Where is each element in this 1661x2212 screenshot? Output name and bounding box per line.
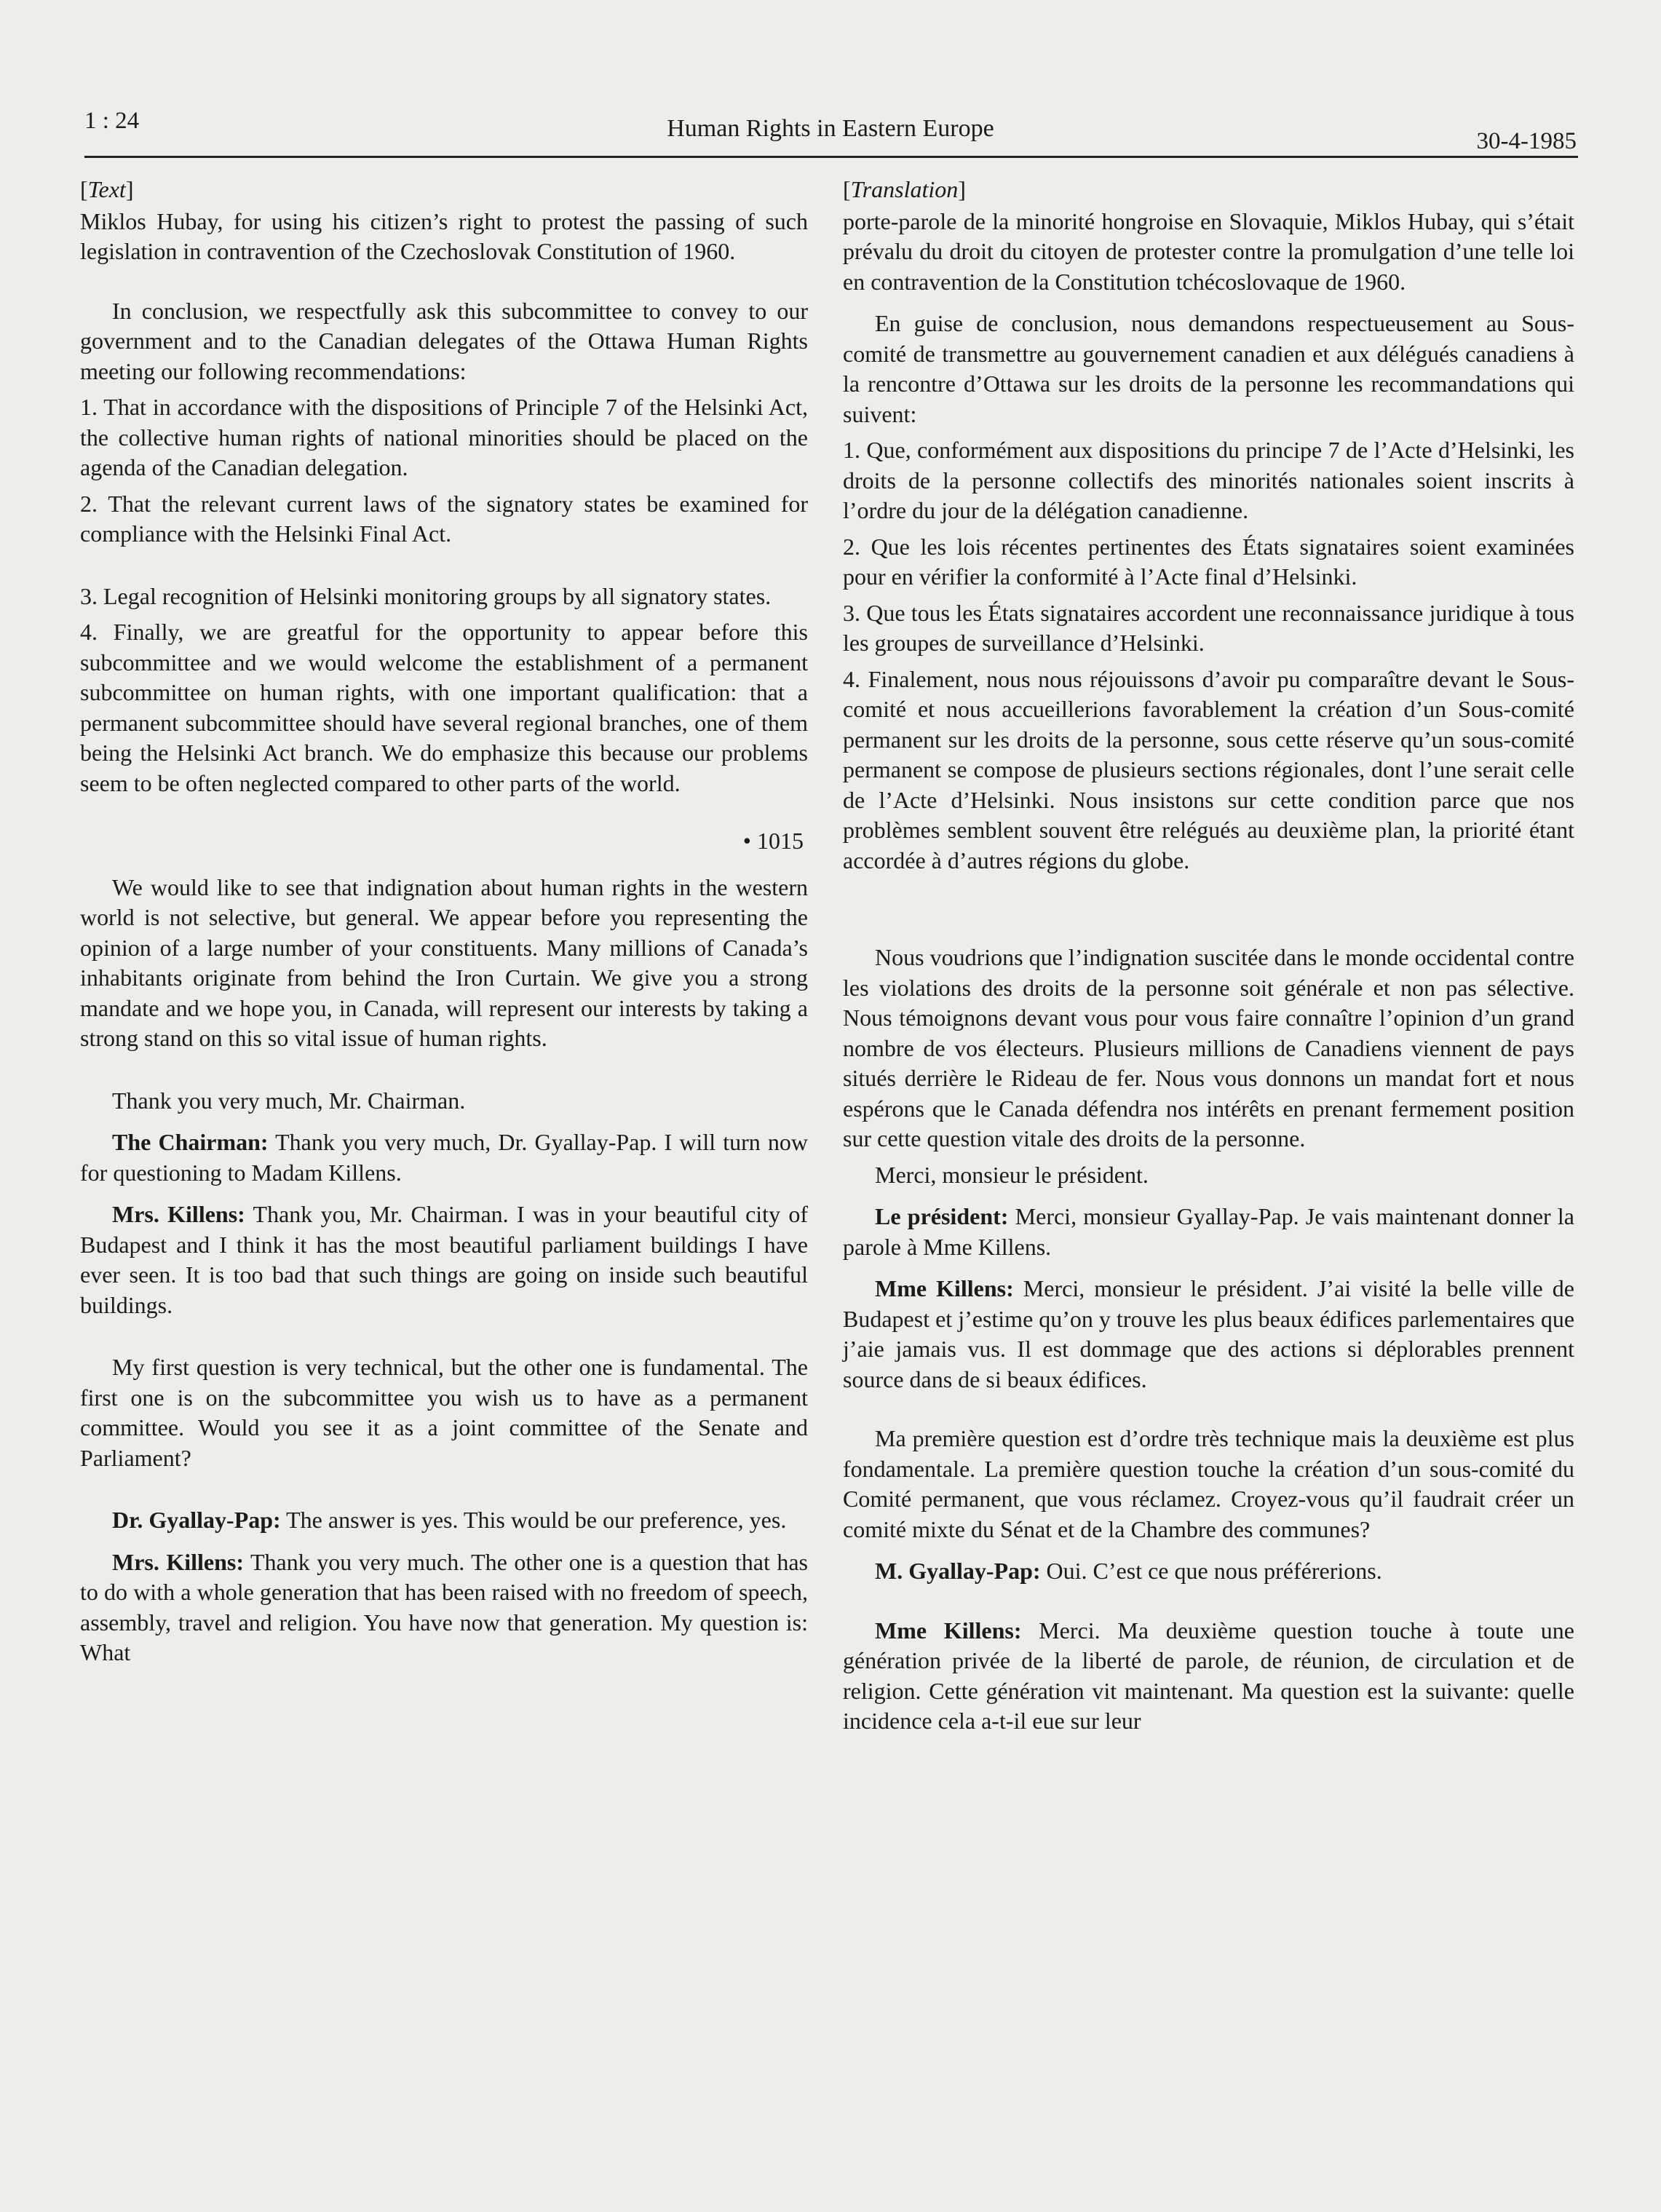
- recommendation-item: 1. That in accordance with the dispositions of Principle 7 of the Helsinki Act, the collective human rights of national minorities should be placed on the agenda of the Canadian delegation.: [80, 394, 808, 480]
- recommendation-item: 2. That the relevant current laws of the signatory states be examined for compliance with the Helsinki Final Act.: [80, 490, 808, 547]
- speaker-paragraph: The Chairman: Thank you very much, Dr. Gyallay-Pap. I will turn now for questioning to Madam Killens.: [80, 1129, 808, 1186]
- paragraph: We would like to see that indignation about human rights in the western world is not selective, but general. We appear before you representing the opinion of a large number of your constituents. Many millions of Canada’s inhabitants originate from behind the Iron Curtain. We give you a strong mandate and we hope you, in Canada, will represent our interests by taking a strong stand on this so vital issue of human rights.: [80, 873, 808, 1051]
- issue-date: 30-4-1985: [1476, 128, 1577, 154]
- speaker-paragraph: Dr. Gyallay-Pap: The answer is yes. This would be our preference, yes.: [112, 1507, 787, 1533]
- recommendation-item: 4. Finally, we are greatful for the opportunity to appear before this subcommittee and we would welcome the establishment of a permanent subcommittee on human rights, with one important qualification: that a permanent subcommittee should have several regional branches, one of them being the Helsinki Act branch. We do emphasize this because our problems seem to be often neglected compared to other parts of the world.: [80, 619, 808, 796]
- header-rule: [84, 156, 1578, 158]
- paragraph: Merci, monsieur le président.: [875, 1161, 1149, 1188]
- recommendation-item: 3. Legal recognition of Helsinki monitoring groups by all signatory states.: [80, 582, 772, 609]
- speaker-paragraph: M. Gyallay-Pap: Oui. C’est ce que nous préférerions.: [875, 1558, 1382, 1584]
- english-column: [80, 175, 808, 1668]
- speaker-paragraph: Mme Killens: Merci, monsieur le président. J’ai visité la belle ville de Budapest et j’estime qu’on y trouve les plus beaux édifices parlementaires que j’aie jamais vus. Il est dommage que des actions si déplorables prennent source dans de si beaux édifices.: [843, 1275, 1575, 1392]
- time-marker: • 1015: [742, 828, 804, 854]
- speaker-paragraph: Le président: Merci, monsieur Gyallay-Pap. Je vais maintenant donner la parole à Mme Killens.: [843, 1203, 1575, 1260]
- paragraph: Thank you very much, Mr. Chairman.: [112, 1087, 466, 1114]
- speaker-name: M. Gyallay-Pap:: [875, 1558, 1041, 1584]
- journal-title: Human Rights in Eastern Europe: [667, 115, 994, 142]
- paragraph: My first question is very technical, but the other one is fundamental. The first one is on the subcommittee you wish us to have as a permanent committee. Would you see it as a joint committee of the Senate and Parliament?: [80, 1354, 808, 1471]
- paragraph: Nous voudrions que l’indignation suscitée dans le monde occidental contre les violations des droits de la personne soit générale et non pas sélective. Nous témoignons devant vous pour vous faire connaître l’opinion d’un grand nombre de vos électeurs. Plusieurs millions de Canadiens viennent de pays situés derrière le Rideau de fer. Nous vous donnons un mandat fort et nous espérons que le Canada défendra nos intérêts en prenant fermement position sur cette question vitale des droits de la personne.: [843, 944, 1574, 1151]
- paragraph: In conclusion, we respectfully ask this subcommittee to convey to our government and to the Canadian delegates of the Ottawa Human Rights meeting our following recommendations:: [80, 297, 808, 384]
- speaker-name: Mme Killens:: [875, 1617, 1022, 1644]
- paragraph: porte-parole de la minorité hongroise en Slovaquie, Miklos Hubay, qui s’était prévalu du droit du citoyen de protester contre la promulgation d’une telle loi en contravention de la Constitution tchécoslovaque de 1960.: [843, 207, 1574, 295]
- column-label: [Translation]: [843, 176, 966, 202]
- page-number: 1 : 24: [84, 108, 140, 134]
- recommendation-item: 2. Que les lois récentes pertinentes des États signataires soient examinées pour en vérifier la conformité à l’Acte final d’Helsinki.: [843, 533, 1574, 590]
- recommendation-item: 1. Que, conformément aux dispositions du principe 7 de l’Acte d’Helsinki, les droits de la personne collectifs des minorités nationales soient inscrits à l’ordre du jour de la délégation canadienne.: [843, 437, 1574, 523]
- french-column: [843, 175, 1574, 1737]
- paragraph: Miklos Hubay, for using his citizen’s right to protest the passing of such legislation in contravention of the Czechoslovak Constitution of 1960.: [80, 207, 808, 264]
- column-label: [Text]: [80, 176, 134, 202]
- speaker-paragraph: Mrs. Killens: Thank you, Mr. Chairman. I was in your beautiful city of Budapest and I think it has the most beautiful parliament buildings I have ever seen. It is too bad that such things are going on inside such beautiful buildings.: [80, 1201, 809, 1318]
- recommendation-item: 3. Que tous les États signataires accordent une reconnaissance juridique à tous les groupes de surveillance d’Helsinki.: [843, 599, 1574, 656]
- speaker-name: The Chairman:: [112, 1129, 269, 1155]
- page-header: [84, 108, 1577, 159]
- speaker-name: Dr. Gyallay-Pap:: [112, 1507, 281, 1533]
- paragraph: Ma première question est d’ordre très technique mais la deuxième est plus fondamentale. La première question touche la création d’un sous-comité du Comité permanent, que vous réclamez. Croyez-vous qu’il faudrait créer un comité mixte du Sénat et de la Chambre des communes?: [843, 1425, 1574, 1542]
- speaker-name: Mme Killens:: [875, 1275, 1014, 1301]
- speaker-name: Mrs. Killens:: [112, 1548, 245, 1575]
- speaker-paragraph: Mme Killens: Merci. Ma deuxième question touche à toute une génération privée de la liberté de parole, de réunion, de circulation et de religion. Cette génération vit maintenant. Ma question est la suivante: quelle incidence cela a-t-il eue sur leur: [843, 1617, 1575, 1734]
- paragraph: En guise de conclusion, nous demandons respectueusement au Sous-comité de transmettre au gouvernement canadien et aux délégués canadiens à la rencontre d’Ottawa sur les droits de la personne les recommandations qui suivent:: [843, 310, 1574, 427]
- speaker-name: Mrs. Killens:: [112, 1201, 245, 1227]
- speaker-name: Le président:: [875, 1203, 1009, 1229]
- recommendation-item: 4. Finalement, nous nous réjouissons d’avoir pu comparaître devant le Sous-comité et nous accueillerions favorablement la création d’un Sous-comité permanent sur les droits de la personne, sous cette réserve qu’un sous-comité permanent se compose de plusieurs sections régionales, dont l’une serait celle de l’Acte d’Helsinki. Nous insistons sur cette condition parce que nos problèmes semblent souvent être relégués au deuxième plan, la priorité étant accordée à d’autres régions du globe.: [843, 665, 1574, 873]
- speaker-paragraph: Mrs. Killens: Thank you very much. The other one is a question that has to do with a whole generation that has been raised with no freedom of speech, assembly, travel and religion. You have now that generation. My question is: What: [80, 1548, 809, 1665]
